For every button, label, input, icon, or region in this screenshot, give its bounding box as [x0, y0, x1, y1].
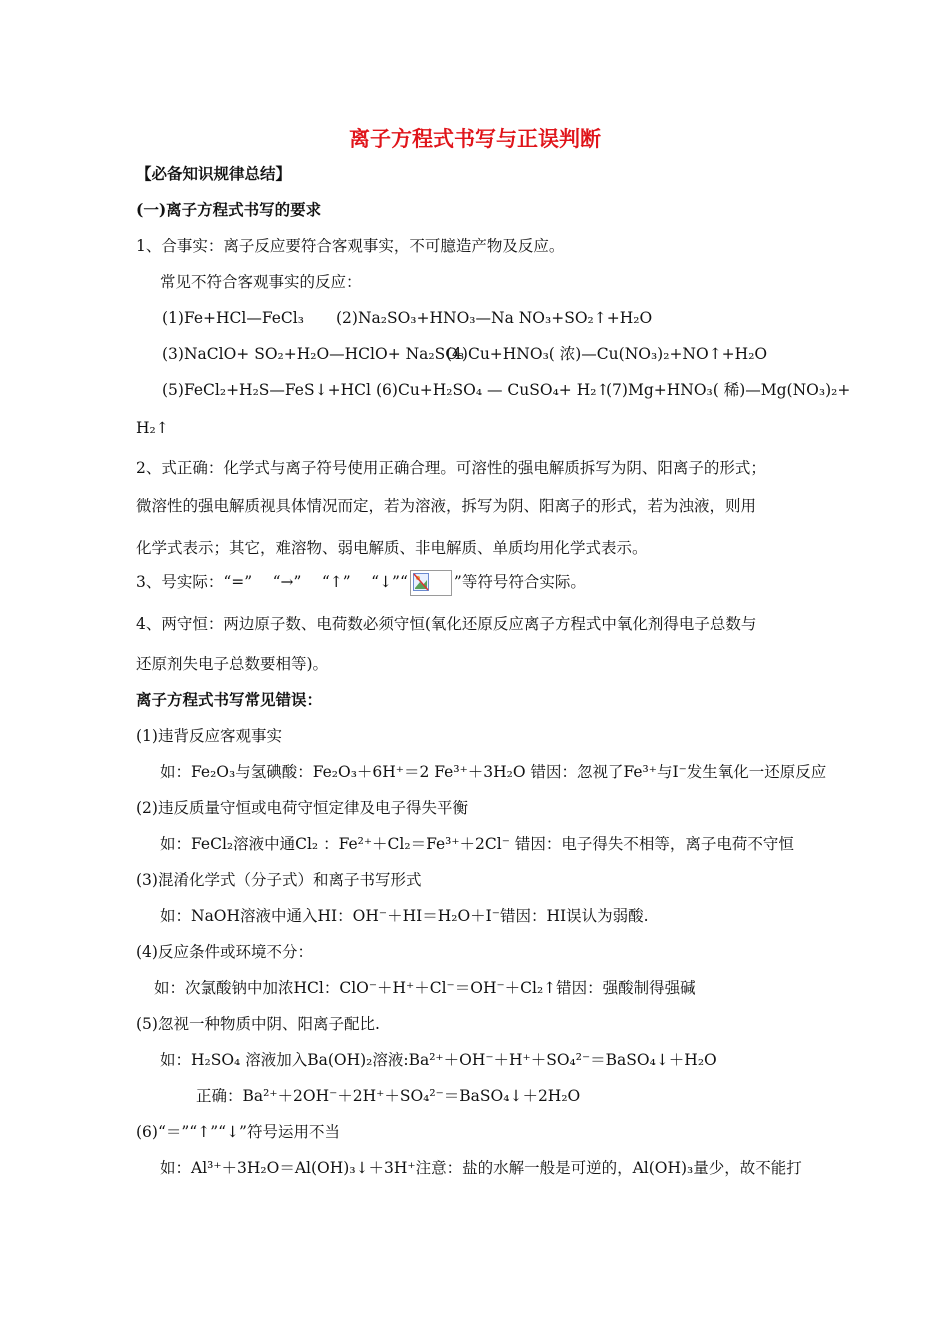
reaction-3: (3)NaClO+ SO₂+H₂O—HClO+ Na₂SO₃: [162, 345, 465, 363]
error-1-head: (1)违背反应客观事实: [136, 727, 282, 745]
errors-title: 离子方程式书写常见错误：: [136, 690, 323, 709]
error-3-head: (3)混淆化学式（分子式）和离子书写形式: [136, 871, 422, 889]
rule3-line: [136, 570, 586, 596]
error-2-head: (2)违反质量守恒或电荷守恒定律及电子得失平衡: [136, 799, 468, 817]
page-title: 离子方程式书写与正误判断: [349, 126, 601, 151]
error-5-correct: 正确：Ba²⁺＋2OH⁻＋2H⁺＋SO₄²⁻＝BaSO₄↓＋2H₂O: [196, 1087, 581, 1105]
reaction-5: (5)FeCl₂+H₂S—FeS↓+HCl: [162, 381, 371, 399]
reaction-6: (6)Cu+H₂SO₄ — CuSO₄+ H₂↑: [376, 381, 610, 399]
rule1-text: 1、合事实：离子反应要符合客观事实，不可臆造产物及反应。: [136, 237, 565, 255]
part1-title: (一)离子方程式书写的要求: [136, 200, 322, 219]
error-5-example: 如：H₂SO₄ 溶液加入Ba(OH)₂溶液:Ba²⁺＋OH⁻＋H⁺＋SO₄²⁻＝BaSO₄↓＋H₂O: [160, 1051, 717, 1069]
error-4-example: 如：次氯酸钠中加浓HCl：ClO⁻＋H⁺＋Cl⁻＝OH⁻＋Cl₂↑错因：强酸制得强碱: [154, 979, 696, 997]
rule2-line2: 微溶性的强电解质视具体情况而定，若为溶液，拆写为阴、阳离子的形式，若为浊液，则用: [136, 497, 757, 515]
rule3-suffix: ”等符号符合实际。: [453, 573, 586, 591]
rule2-line3: 化学式表示；其它，难溶物、弱电解质、非电解质、单质均用化学式表示。: [136, 539, 648, 557]
rule2-line1: 2、式正确：化学式与离子符号使用正确合理。可溶性的强电解质拆写为阴、阳离子的形式；: [136, 459, 766, 477]
error-2-example: 如：FeCl₂溶液中通Cl₂ ：Fe²⁺＋Cl₂＝Fe³⁺＋2Cl⁻ 错因：电子得失不相等，离子电荷不守恒: [160, 835, 794, 853]
reaction-1: (1)Fe+HCl—FeCl₃: [162, 309, 304, 327]
section-header: 【必备知识规律总结】: [136, 164, 292, 183]
error-1-example: 如：Fe₂O₃与氢碘酸：Fe₂O₃＋6H⁺＝2 Fe³⁺＋3H₂O 错因：忽视了Fe³⁺与I⁻发生氧化一还原反应: [160, 763, 827, 781]
error-5-head: (5)忽视一种物质中阴、阳离子配比.: [136, 1015, 380, 1033]
broken-image-icon: [410, 570, 452, 596]
rule3-prefix: 3、号实际：“=” “→” “↑” “↓”“: [136, 573, 408, 591]
reaction-4: (4)Cu+HNO₃( 浓)—Cu(NO₃)₂+NO↑+H₂O: [446, 345, 768, 363]
error-3-example: 如：NaOH溶液中通入HI：OH⁻＋HI＝H₂O＋I⁻错因：HI误认为弱酸.: [160, 907, 649, 925]
image-placeholder-icon: [413, 573, 429, 591]
rule4-line2: 还原剂失电子总数要相等)。: [136, 655, 329, 673]
reaction-7-cont: H₂↑: [136, 419, 169, 437]
error-6-head: (6)“＝”“↑”“↓”符号运用不当: [136, 1123, 340, 1141]
rule1-sub: 常见不符合客观事实的反应：: [160, 273, 362, 291]
reaction-2: (2)Na₂SO₃+HNO₃—Na NO₃+SO₂↑+H₂O: [336, 309, 653, 327]
rule4-line1: 4、两守恒：两边原子数、电荷数必须守恒(氧化还原反应离子方程式中氧化剂得电子总数与: [136, 615, 757, 633]
error-6-example: 如：Al³⁺＋3H₂O＝Al(OH)₃↓＋3H⁺注意：盐的水解一般是可逆的，Al(OH)₃量少，故不能打: [160, 1159, 802, 1177]
reaction-7: (7)Mg+HNO₃( 稀)—Mg(NO₃)₂+: [606, 381, 851, 399]
error-4-head: (4)反应条件或环境不分：: [136, 943, 313, 961]
